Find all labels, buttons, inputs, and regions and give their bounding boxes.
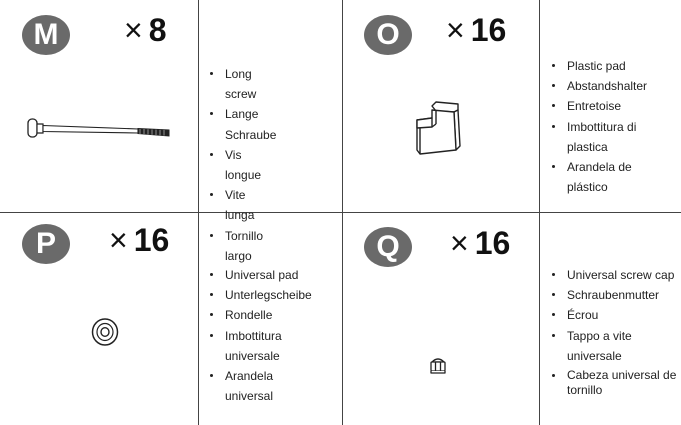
part-name-fr: Rondelle [207, 305, 312, 325]
part-name-it: Tappo a vite universale [549, 326, 677, 366]
part-name-list [207, 64, 276, 266]
part-name-en: Universal screw cap [549, 265, 677, 285]
part-name-it: Imbottitura universale [207, 326, 312, 366]
part-letter-badge: P [22, 224, 70, 264]
plastic-pad-icon [414, 100, 466, 156]
part-name-de: Abstandshalter [549, 76, 647, 96]
part-name-es: Arandela universal [207, 366, 312, 406]
part-name-fr: Vis longue [207, 145, 276, 185]
quantity-multiply-sign: × [446, 12, 465, 48]
part-name-de: Unterlegscheibe [207, 285, 312, 305]
grid-divider [0, 212, 681, 213]
part-name-fr: Entretoise [549, 96, 647, 116]
quantity-value: 16 [133, 222, 170, 258]
part-letter-badge: O [364, 15, 412, 55]
part-letter-badge: M [22, 15, 70, 55]
part-name-list [207, 265, 312, 406]
screw-cap-icon [428, 356, 448, 374]
quantity-value: 8 [148, 12, 167, 48]
part-name-it: Vite lunga [207, 185, 276, 225]
part-name-es: Arandela de plástico [549, 157, 647, 197]
part-name-list [549, 56, 647, 197]
part-name-de: Lange Schraube [207, 104, 276, 144]
long-screw-icon [26, 116, 172, 144]
part-name-list [549, 265, 677, 401]
part-name-de: Schraubenmutter [549, 285, 677, 305]
part-quantity [446, 12, 506, 49]
quantity-multiply-sign: × [109, 222, 128, 258]
part-name-en: Long screw [207, 64, 276, 104]
part-name-en: Plastic pad [549, 56, 647, 76]
quantity-value: 16 [474, 225, 511, 261]
part-letter-badge: Q [364, 227, 412, 267]
part-name-fr: Écrou [549, 305, 677, 325]
quantity-multiply-sign: × [124, 12, 143, 48]
part-name-en: Universal pad [207, 265, 312, 285]
part-name-es: Cabeza universal de tornillo [549, 366, 677, 401]
part-name-es: Tornillo largo [207, 226, 276, 266]
part-quantity [450, 225, 510, 262]
quantity-value: 16 [470, 12, 507, 48]
quantity-multiply-sign: × [450, 225, 469, 261]
part-quantity [124, 12, 166, 49]
washer-icon [90, 317, 120, 347]
part-quantity [109, 222, 169, 259]
part-name-it: Imbottitura di plastica [549, 117, 647, 157]
